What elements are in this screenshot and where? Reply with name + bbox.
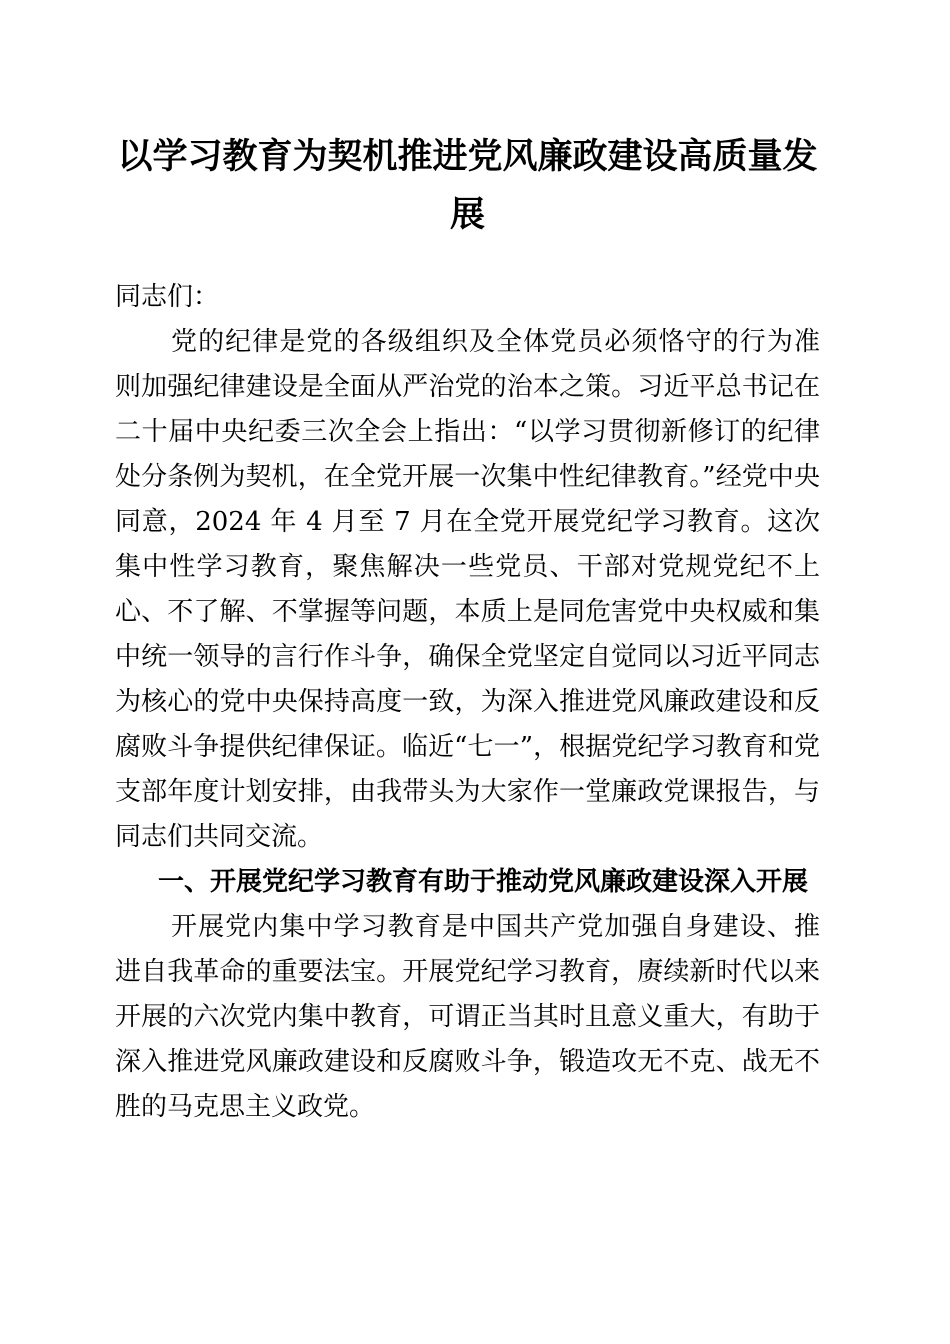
document-title: 以学习教育为契机推进党风廉政建设高质量发展 xyxy=(117,136,818,235)
section-heading-1: 一、开展党纪学习教育有助于推动党风廉政建设深入开展 xyxy=(158,867,809,897)
salutation: 同志们： xyxy=(115,282,220,312)
paragraph-section-1: 开展党内集中学习教育是中国共产党加强自身建设、推进自我革命的重要法宝。开展党纪学习教育，赓续新时代以来开展的六次党内集中教育，可谓正当其时且意义重大，有助于深入推进党风廉政建设和反腐败斗争，锻造攻无不克、战无不胜的马克思主义政党。 xyxy=(115,912,820,1122)
paragraph-intro: 党的纪律是党的各级组织及全体党员必须恪守的行为准则加强纪律建设是全面从严治党的治本之策。习近平总书记在二十届中央纪委三次全会上指出：“以学习贯彻新修订的纪律处分条例为契机，在全党开展一次集中性纪律教育。”经党中央同意，2024 年 4 月至 7 月在全党开展党纪学习教育。这次集中性学习教育，聚焦解决一些党员、干部对党规党纪不上心、不了解、不掌握等问题，本质上是同危害党中央权威和集中统一领导的言行作斗争，确保全党坚定自觉同以习近平同志为核心的党中央保持高度一致，为深入推进党风廉政建设和反腐败斗争提供纪律保证。临近“七一”，根据党纪学习教育和党支部年度计划安排，由我带头为大家作一堂廉政党课报告，与同志们共同交流。 xyxy=(115,327,820,852)
document-body xyxy=(115,275,820,1130)
